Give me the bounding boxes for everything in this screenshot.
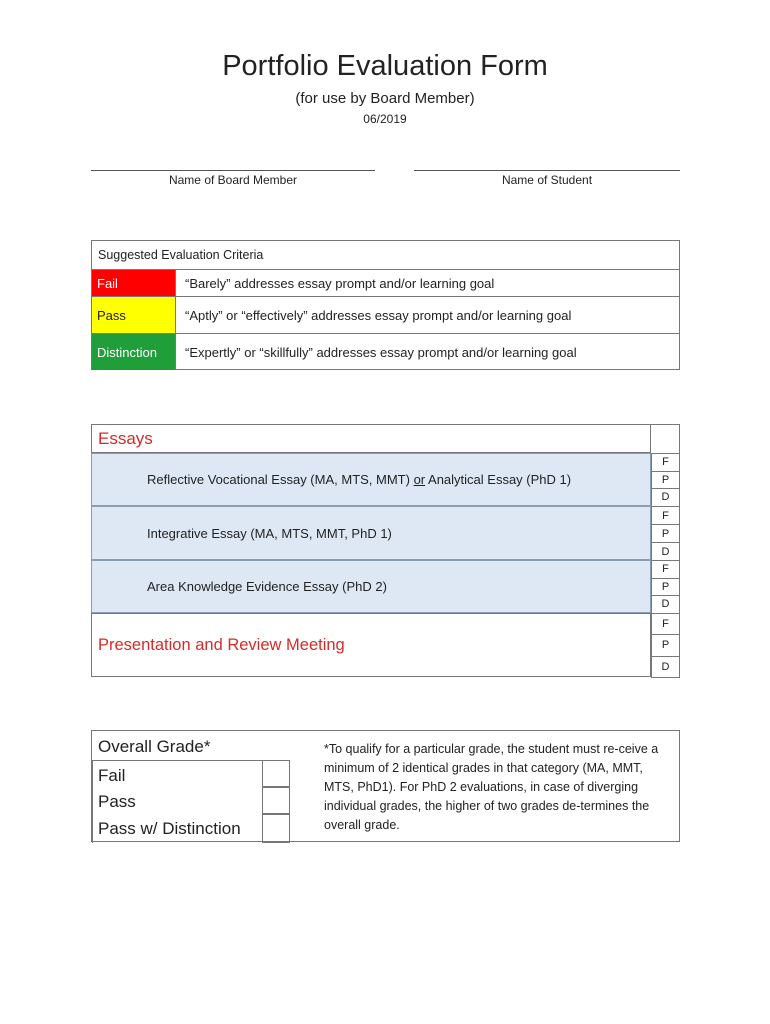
criteria-row-fail	[92, 270, 679, 297]
grade-cell-reflective-f[interactable]: F	[651, 453, 680, 472]
overall-checkbox-pass[interactable]	[262, 787, 290, 814]
grade-cell-presentation-f[interactable]: F	[651, 613, 680, 635]
overall-grade-divider	[92, 760, 290, 761]
evaluation-criteria-table	[91, 240, 680, 370]
grade-cell-area-knowledge-p[interactable]: P	[651, 578, 680, 597]
grade-cell-presentation-d[interactable]: D	[651, 656, 680, 678]
essay-label-area-knowledge: Area Knowledge Evidence Essay (PhD 2)	[147, 579, 387, 594]
criteria-row-distinction	[92, 334, 679, 370]
essay-row-integrative	[91, 506, 651, 560]
grade-cell-reflective-d[interactable]: D	[651, 488, 680, 507]
student-label: Name of Student	[501, 173, 593, 187]
board-member-signature-line[interactable]	[91, 170, 375, 171]
essay-label-reflective: Reflective Vocational Essay (MA, MTS, MMT) or Analytical Essay (PhD 1)	[147, 472, 572, 487]
grade-cell-reflective-p[interactable]: P	[651, 471, 680, 490]
grade-cell-integrative-p[interactable]: P	[651, 524, 680, 543]
grade-cell-integrative-f[interactable]: F	[651, 506, 680, 525]
grade-cell-integrative-d[interactable]: D	[651, 542, 680, 561]
page-subtitle: (for use by Board Member)	[295, 90, 475, 107]
overall-grade-box	[91, 730, 680, 842]
form-date: 06/2019	[363, 112, 407, 126]
criteria-row-pass	[92, 297, 679, 334]
essay-row-reflective	[91, 453, 651, 506]
overall-option-distinction: Pass w/ Distinction	[98, 819, 241, 838]
overall-grade-title: Overall Grade*	[98, 737, 211, 756]
overall-checkbox-fail[interactable]	[262, 760, 290, 787]
student-signature-line[interactable]	[414, 170, 680, 171]
criteria-grade-fail: Fail	[92, 270, 176, 296]
criteria-grade-pass: Pass	[92, 297, 176, 333]
criteria-grade-distinction: Distinction	[92, 334, 176, 370]
criteria-desc-fail: “Barely” addresses essay prompt and/or learning goal	[185, 275, 495, 291]
grade-cell-area-knowledge-d[interactable]: D	[651, 595, 680, 614]
overall-grade-left-border	[92, 760, 93, 843]
essays-heading: Essays	[91, 424, 651, 453]
criteria-heading: Suggested Evaluation Criteria	[92, 241, 679, 270]
overall-checkbox-distinction[interactable]	[262, 814, 290, 843]
overall-option-pass: Pass	[98, 792, 136, 811]
overall-option-fail: Fail	[98, 766, 126, 785]
presentation-meeting-row: Presentation and Review Meeting	[91, 613, 651, 677]
grade-cell-area-knowledge-f[interactable]: F	[651, 560, 680, 579]
criteria-desc-distinction: “Expertly” or “skillfully” addresses essay prompt and/or learning goal	[185, 344, 577, 360]
overall-grade-note: *To qualify for a particular grade, the student must re-ceive a minimum of 2 identical grades in that category (MA, MMT, MTS, PhD1). For PhD 2 evaluations, in case of diverging individual grades, the higher of two grades de-termines the overall grade.	[324, 742, 659, 832]
page-title: Portfolio Evaluation Form	[222, 50, 548, 82]
essay-label-integrative: Integrative Essay (MA, MTS, MMT, PhD 1)	[147, 525, 392, 541]
board-member-label: Name of Board Member	[168, 173, 298, 187]
essay-row-area-knowledge	[91, 560, 651, 613]
grade-cell-presentation-p[interactable]: P	[651, 634, 680, 656]
criteria-desc-pass: “Aptly” or “effectively” addresses essay prompt and/or learning goal	[185, 307, 572, 323]
essays-heading-corner	[651, 424, 680, 453]
